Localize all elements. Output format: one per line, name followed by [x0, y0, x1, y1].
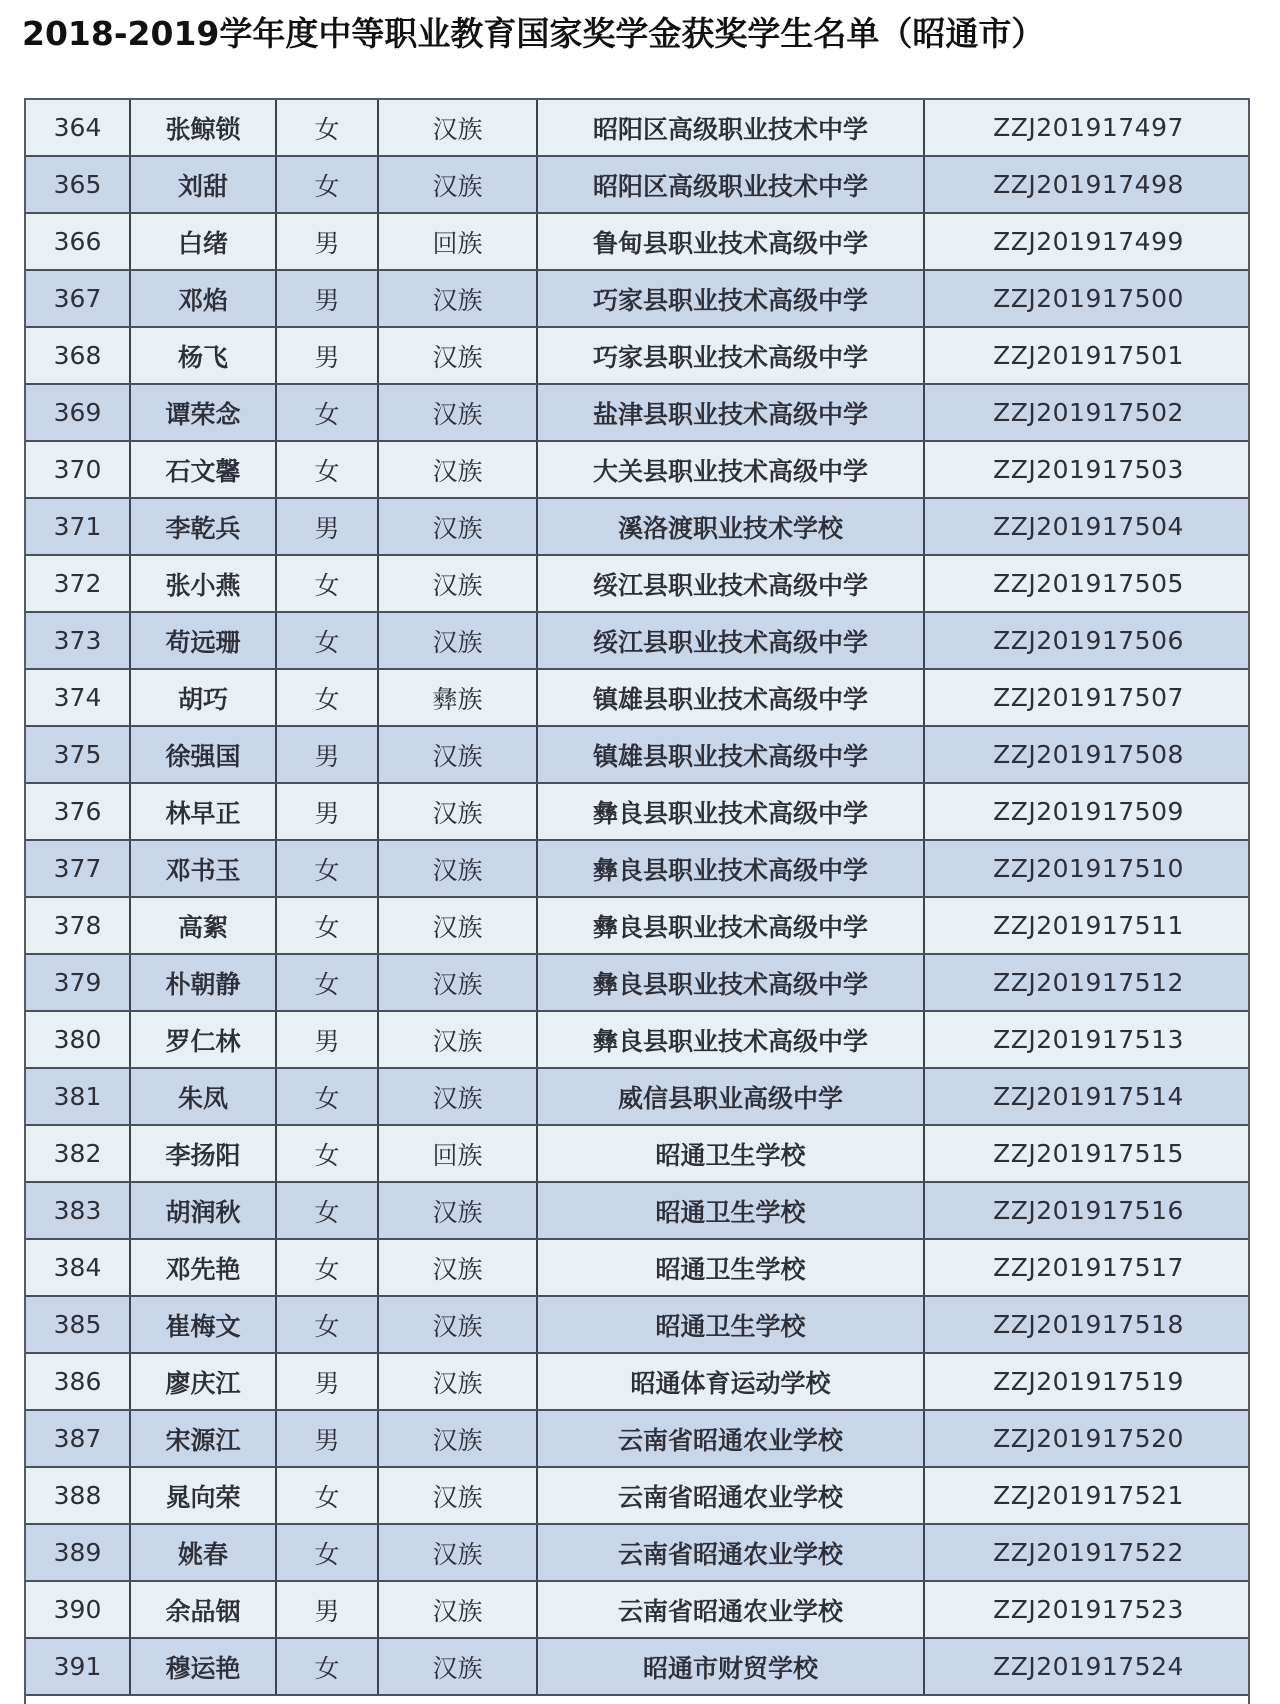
- cell-ethnicity: 汉族: [378, 1011, 537, 1068]
- cell-gender: 女: [276, 1467, 378, 1524]
- cell-gender: 女: [276, 669, 378, 726]
- cell-student-name: 姚春: [130, 1524, 276, 1581]
- cell-student-name: 石文馨: [130, 441, 276, 498]
- cell-ethnicity: 汉族: [378, 384, 537, 441]
- page-title: 2018-2019学年度中等职业教育国家奖学金获奖学生名单（昭通市）: [22, 14, 1045, 53]
- cell-school: 彝良县职业技术高级中学: [537, 840, 924, 897]
- cell-school: 云南省昭通农业学校: [537, 1410, 924, 1467]
- cell-student-name: 邓书玉: [130, 840, 276, 897]
- table-row: [26, 1125, 1250, 1182]
- cell-gender: 女: [276, 1524, 378, 1581]
- cell-student-name: 邓焰: [130, 270, 276, 327]
- table-row: [26, 1638, 1250, 1695]
- table-row: [26, 441, 1250, 498]
- cell-gender: 女: [276, 1182, 378, 1239]
- cell-gender: 女: [276, 840, 378, 897]
- cell-school: 巧家县职业技术高级中学: [537, 270, 924, 327]
- cell-award-code: ZZJ201917500: [924, 270, 1250, 327]
- cell-student-name: 林早正: [130, 783, 276, 840]
- cell-school: 镇雄县职业技术高级中学: [537, 669, 924, 726]
- cell-ethnicity: 汉族: [378, 1296, 537, 1353]
- table-row: [26, 1581, 1250, 1638]
- table-row: [26, 1410, 1250, 1467]
- cell-student-name: 胡巧: [130, 669, 276, 726]
- cell-award-code: ZZJ201917520: [924, 1410, 1250, 1467]
- cell-award-code: ZZJ201917510: [924, 840, 1250, 897]
- cell-gender: 女: [276, 1638, 378, 1695]
- cell-serial-number: 374: [26, 669, 130, 726]
- cell-gender: 女: [276, 100, 378, 156]
- cell-serial-number: 367: [26, 270, 130, 327]
- cell-award-code: ZZJ201917508: [924, 726, 1250, 783]
- table-row: [26, 1296, 1250, 1353]
- cell-award-code: ZZJ201917509: [924, 783, 1250, 840]
- scholarship-table-frame: [24, 98, 1250, 1704]
- cell-serial-number: 379: [26, 954, 130, 1011]
- cell-ethnicity: 汉族: [378, 327, 537, 384]
- table-row: [26, 1467, 1250, 1524]
- cell-school: 彝良县职业技术高级中学: [537, 783, 924, 840]
- cell-ethnicity: 汉族: [378, 1638, 537, 1695]
- cell-gender: 男: [276, 1353, 378, 1410]
- cell-student-name: 朱凤: [130, 1068, 276, 1125]
- cell-ethnicity: 汉族: [378, 1353, 537, 1410]
- cell-award-code: ZZJ201917514: [924, 1068, 1250, 1125]
- table-row: [26, 156, 1250, 213]
- cell-ethnicity: 汉族: [378, 270, 537, 327]
- cell-student-name: 朴朝静: [130, 954, 276, 1011]
- cell-school: 云南省昭通农业学校: [537, 1524, 924, 1581]
- cell-ethnicity: 汉族: [378, 783, 537, 840]
- cell-school: 溪洛渡职业技术学校: [537, 498, 924, 555]
- cell-gender: 男: [276, 498, 378, 555]
- cell-serial-number: 368: [26, 327, 130, 384]
- cell-school: 大关县职业技术高级中学: [537, 441, 924, 498]
- cell-gender: 女: [276, 1296, 378, 1353]
- cell-school: 昭阳区高级职业技术中学: [537, 100, 924, 156]
- cell-serial-number: 383: [26, 1182, 130, 1239]
- cell-school: 鲁甸县职业技术高级中学: [537, 213, 924, 270]
- cell-ethnicity: 汉族: [378, 954, 537, 1011]
- table-row: [26, 555, 1250, 612]
- cell-award-code: ZZJ201917503: [924, 441, 1250, 498]
- cell-serial-number: 369: [26, 384, 130, 441]
- cell-school: 巧家县职业技术高级中学: [537, 327, 924, 384]
- table-row: [26, 612, 1250, 669]
- cell-student-name: 苟远珊: [130, 612, 276, 669]
- cell-student-name: 穆运艳: [130, 1638, 276, 1695]
- cell-serial-number: 364: [26, 100, 130, 156]
- cell-gender: 女: [276, 1239, 378, 1296]
- cell-student-name: 晁向荣: [130, 1467, 276, 1524]
- cell-serial-number: 365: [26, 156, 130, 213]
- cell-award-code: ZZJ201917519: [924, 1353, 1250, 1410]
- table-row: [26, 954, 1250, 1011]
- cell-school: 昭通卫生学校: [537, 1239, 924, 1296]
- table-row: [26, 726, 1250, 783]
- cell-serial-number: 384: [26, 1239, 130, 1296]
- cell-student-name: 罗仁林: [130, 1011, 276, 1068]
- cell-ethnicity: 汉族: [378, 498, 537, 555]
- cell-student-name: 张鲸锁: [130, 100, 276, 156]
- table-row: [26, 783, 1250, 840]
- cell-serial-number: 389: [26, 1524, 130, 1581]
- cell-student-name: 余品铟: [130, 1581, 276, 1638]
- cell-gender: 男: [276, 783, 378, 840]
- table-row: [26, 897, 1250, 954]
- cell-student-name: 李乾兵: [130, 498, 276, 555]
- cell-award-code: ZZJ201917518: [924, 1296, 1250, 1353]
- cell-student-name: 廖庆江: [130, 1353, 276, 1410]
- cell-award-code: ZZJ201917524: [924, 1638, 1250, 1695]
- cell-award-code: ZZJ201917506: [924, 612, 1250, 669]
- cell-ethnicity: 汉族: [378, 1524, 537, 1581]
- cell-serial-number: 371: [26, 498, 130, 555]
- cell-award-code: ZZJ201917501: [924, 327, 1250, 384]
- cell-ethnicity: 回族: [378, 1125, 537, 1182]
- cell-serial-number: 385: [26, 1296, 130, 1353]
- cell-gender: 男: [276, 327, 378, 384]
- table-row: [26, 100, 1250, 156]
- cell-gender: 女: [276, 612, 378, 669]
- table-row: [26, 1524, 1250, 1581]
- cell-school: 镇雄县职业技术高级中学: [537, 726, 924, 783]
- cell-award-code: ZZJ201917515: [924, 1125, 1250, 1182]
- cell-award-code: ZZJ201917512: [924, 954, 1250, 1011]
- cell-serial-number: 391: [26, 1638, 130, 1695]
- cell-student-name: 高絮: [130, 897, 276, 954]
- cell-school: 昭通卫生学校: [537, 1125, 924, 1182]
- table-row: [26, 213, 1250, 270]
- cell-ethnicity: 汉族: [378, 100, 537, 156]
- cell-student-name: 宋源江: [130, 1410, 276, 1467]
- cell-ethnicity: 汉族: [378, 897, 537, 954]
- cell-serial-number: 387: [26, 1410, 130, 1467]
- table-row: [26, 384, 1250, 441]
- cell-ethnicity: 汉族: [378, 1581, 537, 1638]
- cell-award-code: ZZJ201917499: [924, 213, 1250, 270]
- cell-gender: 女: [276, 1125, 378, 1182]
- table-row: [26, 1011, 1250, 1068]
- cell-serial-number: 377: [26, 840, 130, 897]
- cell-serial-number: 375: [26, 726, 130, 783]
- cell-school: 彝良县职业技术高级中学: [537, 954, 924, 1011]
- cell-gender: 女: [276, 897, 378, 954]
- cell-serial-number: 386: [26, 1353, 130, 1410]
- cell-ethnicity: 汉族: [378, 840, 537, 897]
- table-row: [26, 1182, 1250, 1239]
- cell-gender: 男: [276, 270, 378, 327]
- cell-gender: 女: [276, 1068, 378, 1125]
- cell-serial-number: 388: [26, 1467, 130, 1524]
- table-row: [26, 498, 1250, 555]
- cell-award-code: ZZJ201917511: [924, 897, 1250, 954]
- cell-ethnicity: 汉族: [378, 1467, 537, 1524]
- cell-gender: 男: [276, 1410, 378, 1467]
- cell-student-name: 谭荣念: [130, 384, 276, 441]
- table-row: [26, 840, 1250, 897]
- cell-serial-number: 380: [26, 1011, 130, 1068]
- cell-serial-number: 366: [26, 213, 130, 270]
- cell-serial-number: 376: [26, 783, 130, 840]
- cell-serial-number: 382: [26, 1125, 130, 1182]
- scholarship-table: [26, 100, 1250, 1696]
- cell-serial-number: 373: [26, 612, 130, 669]
- cell-ethnicity: 汉族: [378, 612, 537, 669]
- cell-student-name: 杨飞: [130, 327, 276, 384]
- cell-serial-number: 372: [26, 555, 130, 612]
- cell-gender: 男: [276, 1581, 378, 1638]
- cell-school: 昭通体育运动学校: [537, 1353, 924, 1410]
- cell-ethnicity: 汉族: [378, 1239, 537, 1296]
- cell-student-name: 李扬阳: [130, 1125, 276, 1182]
- cell-student-name: 徐强国: [130, 726, 276, 783]
- cell-school: 威信县职业高级中学: [537, 1068, 924, 1125]
- cell-award-code: ZZJ201917523: [924, 1581, 1250, 1638]
- cell-ethnicity: 汉族: [378, 1410, 537, 1467]
- cell-student-name: 胡润秋: [130, 1182, 276, 1239]
- cell-serial-number: 378: [26, 897, 130, 954]
- cell-gender: 男: [276, 213, 378, 270]
- cell-award-code: ZZJ201917521: [924, 1467, 1250, 1524]
- table-row: [26, 327, 1250, 384]
- table-row: [26, 1239, 1250, 1296]
- cell-award-code: ZZJ201917502: [924, 384, 1250, 441]
- table-row: [26, 1068, 1250, 1125]
- cell-student-name: 张小燕: [130, 555, 276, 612]
- cell-school: 彝良县职业技术高级中学: [537, 1011, 924, 1068]
- cell-gender: 男: [276, 1011, 378, 1068]
- cell-school: 绥江县职业技术高级中学: [537, 555, 924, 612]
- cell-gender: 女: [276, 555, 378, 612]
- cell-award-code: ZZJ201917516: [924, 1182, 1250, 1239]
- cell-ethnicity: 汉族: [378, 555, 537, 612]
- table-row: [26, 1353, 1250, 1410]
- cell-serial-number: 381: [26, 1068, 130, 1125]
- cell-ethnicity: 汉族: [378, 726, 537, 783]
- cell-gender: 女: [276, 441, 378, 498]
- cell-serial-number: 370: [26, 441, 130, 498]
- cell-school: 绥江县职业技术高级中学: [537, 612, 924, 669]
- cell-gender: 女: [276, 384, 378, 441]
- cell-student-name: 崔梅文: [130, 1296, 276, 1353]
- cell-award-code: ZZJ201917498: [924, 156, 1250, 213]
- cell-ethnicity: 彝族: [378, 669, 537, 726]
- cell-school: 昭通卫生学校: [537, 1296, 924, 1353]
- cell-ethnicity: 汉族: [378, 1068, 537, 1125]
- cell-award-code: ZZJ201917507: [924, 669, 1250, 726]
- cell-ethnicity: 汉族: [378, 1182, 537, 1239]
- cell-student-name: 刘甜: [130, 156, 276, 213]
- cell-gender: 女: [276, 156, 378, 213]
- cell-student-name: 邓先艳: [130, 1239, 276, 1296]
- cell-school: 云南省昭通农业学校: [537, 1581, 924, 1638]
- cell-award-code: ZZJ201917522: [924, 1524, 1250, 1581]
- table-row: [26, 669, 1250, 726]
- cell-award-code: ZZJ201917504: [924, 498, 1250, 555]
- cell-ethnicity: 汉族: [378, 441, 537, 498]
- cell-school: 云南省昭通农业学校: [537, 1467, 924, 1524]
- cell-award-code: ZZJ201917513: [924, 1011, 1250, 1068]
- cell-award-code: ZZJ201917497: [924, 100, 1250, 156]
- table-row: [26, 270, 1250, 327]
- cell-school: 昭阳区高级职业技术中学: [537, 156, 924, 213]
- cell-school: 昭通卫生学校: [537, 1182, 924, 1239]
- cell-award-code: ZZJ201917505: [924, 555, 1250, 612]
- cell-school: 昭通市财贸学校: [537, 1638, 924, 1695]
- table-body: [26, 100, 1250, 1695]
- cell-school: 盐津县职业技术高级中学: [537, 384, 924, 441]
- cell-ethnicity: 汉族: [378, 156, 537, 213]
- cell-gender: 女: [276, 954, 378, 1011]
- cell-ethnicity: 回族: [378, 213, 537, 270]
- cell-student-name: 白绪: [130, 213, 276, 270]
- cell-school: 彝良县职业技术高级中学: [537, 897, 924, 954]
- cell-serial-number: 390: [26, 1581, 130, 1638]
- cell-award-code: ZZJ201917517: [924, 1239, 1250, 1296]
- cell-gender: 男: [276, 726, 378, 783]
